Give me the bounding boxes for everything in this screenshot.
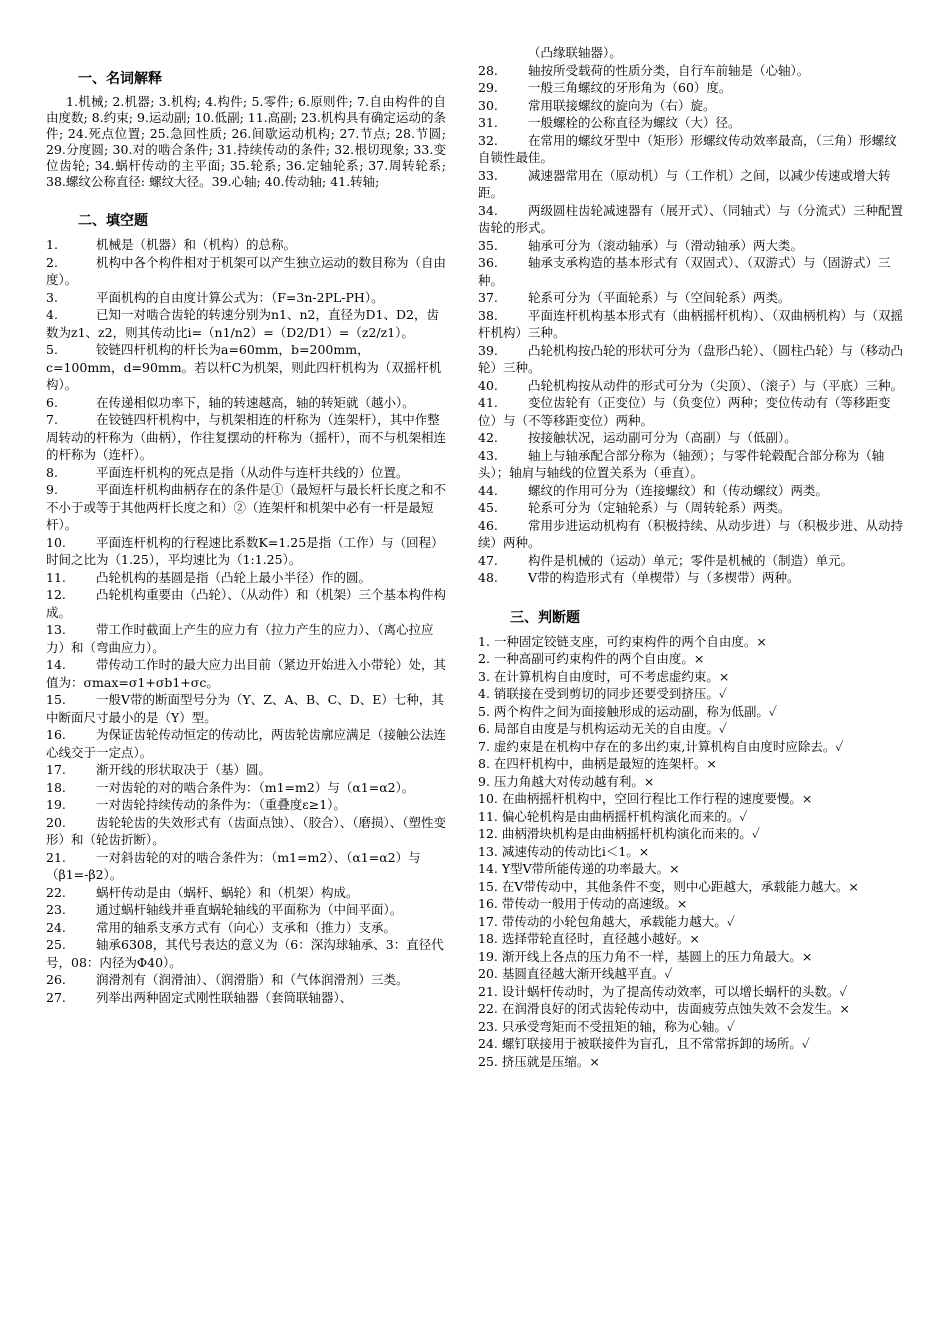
fill-item-text: 机构中各个构件相对于机架可以产生独立运动的数目称为（自由度）。 (46, 254, 447, 287)
judge-item: 11. 偏心轮机构是由曲柄摇杆机构演化而来的。✓ (478, 808, 748, 824)
fill-item-text: 平面连杆机构基本形式有（曲柄摇杆机构）、（双曲柄机构）与（双摇杆机构）三种。 (478, 307, 904, 340)
fill-item-text: 带传动工作时的最大应力出目前（紧边开始进入小带轮）处，其值为：σmax=σ1+σb1+σc。 (46, 657, 447, 690)
fill-item-text: 平面连杆机构的死点是指（从动件与连杆共线的）位置。 (96, 464, 409, 480)
right-column (478, 44, 908, 1070)
fill-item-text: 轮系可分为（定轴轮系）与（周转轮系）两类。 (528, 500, 791, 515)
fill-item-number: 30. (478, 97, 498, 113)
fill-item-text: 构件是机械的（运动）单元；零件是机械的（制造）单元。 (528, 552, 854, 568)
left-column (46, 62, 446, 1006)
fill-item (478, 394, 908, 429)
fill-item (46, 726, 446, 761)
fill-item-number: 12. (46, 587, 66, 602)
fill-item-number: 31. (478, 115, 498, 130)
judge-item: 13. 减速传动的传动比i＜1。× (478, 843, 650, 859)
fill-item-text: 螺纹的作用可分为（连接螺纹）和（传动螺纹）两类。 (528, 482, 829, 498)
fill-item (46, 919, 446, 937)
section-heading-fill: 二、填空题 (78, 213, 148, 229)
fill-item-number: 6. (46, 394, 58, 410)
fill-item-number: 2. (46, 254, 58, 270)
fill-item-number: 20. (46, 814, 66, 830)
fill-item-text: 铰链四杆机构的杆长为a=60mm，b=200mm，c=100mm，d=90mm。若以杆C为机架，则此四杆机构为（双摇杆机构）。 (46, 342, 442, 392)
fill-item-number: 27. (46, 989, 66, 1005)
fill-list-right (478, 44, 908, 587)
fill-item-number: 5. (46, 342, 58, 357)
fill-item-number: 45. (478, 500, 498, 515)
fill-item-text: 一般螺栓的公称直径为螺纹（大）径。 (528, 115, 741, 130)
fill-item-number: 42. (478, 430, 498, 445)
fill-item-number: 43. (478, 447, 498, 463)
fill-item-text: 轴按所受载荷的性质分类，自行车前轴是（心轴）。 (528, 62, 810, 78)
fill-item-text: 凸轮机构重要由（凸轮）、（从动件）和（机架）三个基本构件构成。 (46, 587, 447, 620)
fill-item (478, 569, 908, 587)
fill-item-text: 轮系可分为（平面轮系）与（空间轮系）两类。 (528, 290, 791, 305)
fill-item-number: 35. (478, 237, 498, 253)
fill-item (46, 814, 446, 849)
judge-item: 21. 设计蜗杆传动时，为了提高传动效率，可以增长蜗杆的头数。✓ (478, 983, 848, 999)
fill-item-text: 在常用的螺纹牙型中（矩形）形螺纹传动效率最高，（三角）形螺纹自锁性最佳。 (478, 132, 897, 165)
fill-item-number: 28. (478, 62, 498, 78)
fill-item-text: 两级圆柱齿轮减速器有（展开式）、（同轴式）与（分流式）三种配置齿轮的形式。 (478, 202, 904, 235)
fill-item-text: 齿轮轮齿的失效形式有（齿面点蚀）、（胶合）、（磨损）、（塑性变形）和（轮齿折断）。 (46, 814, 447, 847)
fill-item-number: 29. (478, 80, 498, 95)
fill-item (478, 482, 908, 500)
fill-item (478, 97, 908, 115)
fill-item-number: 8. (46, 464, 58, 480)
fill-item-text: 凸轮机构的基圆是指（凸轮上最小半径）作的圆。 (96, 569, 372, 585)
fill-item-number: 1. (46, 237, 58, 252)
fill-item-number: 3. (46, 289, 58, 305)
fill-item (46, 849, 446, 884)
fill-item-number: 18. (46, 779, 66, 795)
fill-item (46, 586, 446, 621)
fill-item-text: 轴上与轴承配合部分称为（轴颈）；与零件轮毂配合部分称为（轴头）；轴肩与轴线的位置关系为（垂直）。 (478, 447, 885, 480)
fill-item (46, 464, 446, 482)
fill-item-text: 列举出两种固定式刚性联轴器（套筒联轴器）、 (96, 989, 353, 1005)
fill-item (478, 79, 908, 97)
fill-item (46, 779, 446, 797)
fill-item (478, 132, 908, 167)
fill-item-text: 通过蜗杆轴线并垂直蜗轮轴线的平面称为（中间平面）。 (96, 902, 403, 917)
fill-item-number: 19. (46, 797, 66, 812)
fill-item-text: 已知一对啮合齿轮的转速分别为n1、n2，直径为D1、D2，齿数为z1、z2，则其传动比i=（n1/n2）=（D2/D1）=（z2/z1）。 (46, 307, 439, 340)
fill-item-number: 13. (46, 622, 66, 637)
fill-item-text: 一般V带的断面型号分为（Y、Z、A、B、C、D、E）七种，其中断面尺寸最小的是（Y）型。 (46, 692, 444, 725)
fill-item (46, 341, 446, 394)
fill-item (478, 377, 908, 395)
fill-item-text: 轴承可分为（滚动轴承）与（滑动轴承）两大类。 (528, 237, 804, 253)
fill-item-text: 一对齿轮的对的啮合条件为：（m1=m2）与（α1=α2）。 (96, 779, 415, 795)
fill-item-text: 常用的轴系支承方式有（向心）支承和（推力）支承。 (96, 919, 397, 935)
judge-item: 17. 带传动的小轮包角越大，承载能力越大。✓ (478, 913, 735, 929)
fill-item-number: 23. (46, 902, 66, 917)
fill-item-text: 一对斜齿轮的对的啮合条件为：（m1=m2）、（α1=α2）与（β1=-β2）。 (46, 849, 421, 882)
fill-item-number: 24. (46, 919, 66, 935)
fill-item (478, 499, 908, 517)
fill-item (478, 552, 908, 570)
fill-item-number: 44. (478, 482, 498, 498)
fill-item-text: V带的构造形式有（单楔带）与（多楔带）两种。 (528, 570, 800, 585)
judge-item: 7. 虚约束是在机构中存在的多出约束,计算机构自由度时应除去。✓ (478, 738, 844, 754)
fill-item-text: 润滑剂有（润滑油）、（润滑脂）和（气体润滑剂）三类。 (96, 972, 409, 987)
fill-item-text: 凸轮机构按凸轮的形状可分为（盘形凸轮）、（圆柱凸轮）与（移动凸轮）三种。 (478, 342, 904, 375)
judge-item: 20. 基圆直径越大渐开线越平直。✓ (478, 966, 673, 981)
fill-item (46, 411, 446, 464)
fill-item-text: 平面连杆机构的行程速比系数K=1.25是指（工作）与（回程）时间之比为（1.25），平均速比为（1:1.25）。 (46, 534, 444, 567)
fill-item (46, 884, 446, 902)
fill-item-number: 37. (478, 290, 498, 305)
fill-item-text: 一对齿轮持续传动的条件为：（重叠度ε≥1）。 (96, 797, 346, 812)
fill-item-number: 17. (46, 762, 66, 777)
judge-item: 22. 在润滑良好的闭式齿轮传动中，齿面疲劳点蚀失效不会发生。× (478, 1001, 850, 1016)
fill-item-text: 在铰链四杆机构中，与机架相连的杆称为（连架杆），其中作整周转动的杆称为（曲柄），作往复摆动的杆称为（摇杆），而不与机架相连的杆称为（连杆）。 (46, 412, 447, 462)
fill-item-number: 4. (46, 307, 58, 322)
judge-item: 10. 在曲柄摇杆机构中，空回行程比工作行程的速度要慢。× (478, 791, 813, 806)
fill-item-text: 轴承支承构造的基本形式有（双固式）、（双游式）与（固游式）三种。 (478, 255, 891, 288)
fill-item (478, 254, 908, 289)
fill-item-number: 39. (478, 342, 498, 358)
fill-item (46, 901, 446, 919)
fill-item (46, 761, 446, 779)
terms-paragraph: 1.机械; 2.机器; 3.机构; 4.构件; 5.零件; 6.原则件; 7.自由构件的自由度数; 8.约束; 9.运动副; 10.低副; 11.高副; 23.机构具有确定运动的条件; 24.死点位置; 25.急回性质; 26.间歇运动机构; 27.节点; 28.节圆; 29.分度圆; 30.对的啮合条件; 31.持续传动的条件; 32.根切现象; 33.变位齿轮; 34.蜗杆传动的主平面; 35.轮系; 36.定轴轮系; 37.周转轮系; 38.螺纹公称直径: 螺纹大径。39.心轴; 40.传动轴; 41.转轴; (46, 94, 446, 189)
section-heading-terms: 一、名词解释 (78, 71, 162, 87)
judge-item: 15. 在V带传动中，其他条件不变，则中心距越大，承载能力越大。× (478, 878, 859, 894)
fill-item (478, 289, 908, 307)
fill-item (478, 44, 908, 62)
fill-item (478, 447, 908, 482)
judge-item: 6. 局部自由度是与机构运动无关的自由度。✓ (478, 721, 727, 736)
fill-item-number: 25. (46, 937, 66, 952)
fill-item (478, 114, 908, 132)
fill-item-text: 带工作时截面上产生的应力有（拉力产生的应力）、（离心拉应力）和（弯曲应力）。 (46, 622, 434, 655)
fill-item-number: 46. (478, 517, 498, 533)
fill-item (46, 569, 446, 587)
fill-item (478, 237, 908, 255)
fill-item-number: 11. (46, 569, 66, 585)
fill-item-number: 26. (46, 972, 66, 987)
fill-item (46, 254, 446, 289)
fill-item (46, 306, 446, 341)
fill-item (46, 481, 446, 534)
fill-item-number: 40. (478, 377, 498, 393)
judge-item: 23. 只承受弯矩而不受扭矩的轴，称为心轴。✓ (478, 1018, 735, 1034)
fill-item (46, 796, 446, 814)
fill-item-text: 机械是（机器）和（机构）的总称。 (96, 237, 297, 252)
fill-item (46, 289, 446, 307)
fill-item-number: 16. (46, 727, 66, 742)
judge-item: 25. 挤压就是压缩。× (478, 1053, 600, 1069)
fill-item-text: 常用联接螺纹的旋向为（右）旋。 (528, 97, 716, 113)
fill-item (46, 691, 446, 726)
fill-item-number: 33. (478, 167, 498, 183)
fill-item-text: 变位齿轮有（正变位）与（负变位）两种；变位传动有（等移距变位）与（不等移距变位）两种。 (478, 395, 891, 428)
judge-item: 19. 渐开线上各点的压力角不一样，基圆上的压力角最大。× (478, 948, 813, 964)
fill-item-text: 平面连杆机构曲柄存在的条件是①（最短杆与最长杆长度之和不不小于或等于其他两杆长度之和）②（连架杆和机架中必有一杆是最短杆）。 (46, 482, 447, 532)
fill-item (478, 517, 908, 552)
fill-item (46, 971, 446, 989)
judge-item: 2. 一种高副可约束构件的两个自由度。× (478, 651, 705, 666)
fill-item-text: 常用步进运动机构有（积极持续、从动步进）与（积极步进、从动持续）两种。 (478, 517, 904, 550)
fill-item-number: 47. (478, 552, 498, 568)
fill-item-text: 一般三角螺纹的牙形角为（60）度。 (528, 80, 732, 95)
fill-item (478, 167, 908, 202)
judge-item: 8. 在四杆机构中，曲柄是最短的连架杆。× (478, 756, 717, 771)
fill-item-text: 蜗杆传动是由（蜗杆、蜗轮）和（机架）构成。 (96, 884, 359, 900)
fill-item-text: 凸轮机构按从动件的形式可分为（尖顶）、（滚子）与（平底）三种。 (528, 377, 904, 393)
fill-item-number: 21. (46, 849, 66, 865)
fill-item-number: 48. (478, 570, 498, 585)
fill-item-number: 9. (46, 482, 58, 497)
fill-item-text: 轴承6308，其代号表达的意义为（6：深沟球轴承、3：直径代号，08：内径为Φ40）。 (46, 937, 444, 970)
fill-item-text: 减速器常用在（原动机）与（工作机）之间，以减少传速或增大转距。 (478, 167, 891, 200)
fill-item-number: 10. (46, 534, 66, 550)
fill-item (478, 342, 908, 377)
fill-item (46, 656, 446, 691)
fill-item (478, 202, 908, 237)
fill-item-text: 按接触状况，运动副可分为（高副）与（低副）。 (528, 430, 797, 445)
fill-item (478, 62, 908, 80)
fill-item (46, 621, 446, 656)
judge-item: 16. 带传动一般用于传动的高速级。× (478, 896, 688, 911)
fill-item-text: （凸缘联轴器）。 (528, 45, 622, 60)
fill-item-number: 32. (478, 132, 498, 148)
fill-item-number: 34. (478, 202, 498, 218)
judge-item: 24. 螺钉联接用于被联接件为盲孔，且不常常拆卸的场所。✓ (478, 1036, 810, 1051)
fill-item-number: 15. (46, 692, 66, 707)
judge-item: 5. 两个构件之间为面接触形成的运动副，称为低副。✓ (478, 703, 777, 719)
fill-item-text: 平面机构的自由度计算公式为：（F=3n-2PL-PH）。 (96, 289, 384, 305)
fill-item-number: 38. (478, 307, 498, 323)
judge-item: 14. Y型V带所能传递的功率最大。× (478, 861, 680, 876)
judge-item: 4. 销联接在受到剪切的同步还要受到挤压。✓ (478, 686, 727, 701)
fill-item-text: 为保证齿轮传动恒定的传动比，两齿轮齿廓应满足（接触公法连心线交于一定点）。 (46, 727, 447, 760)
judge-item: 18. 选择带轮直径时，直径越小越好。× (478, 931, 700, 946)
judge-item: 1. 一种固定铰链支座，可约束构件的两个自由度。× (478, 633, 767, 649)
fill-item-number: 36. (478, 255, 498, 270)
judge-item: 9. 压力角越大对传动越有利。× (478, 773, 655, 789)
fill-item-number: 14. (46, 657, 66, 672)
judge-list (478, 633, 908, 1071)
fill-item (46, 236, 446, 254)
fill-item-number: 22. (46, 884, 66, 900)
fill-item (478, 429, 908, 447)
fill-item (478, 307, 908, 342)
fill-item (46, 394, 446, 412)
section-heading-judge: 三、判断题 (510, 609, 580, 626)
fill-item-text: 渐开线的形状取决于（基）圆。 (96, 762, 272, 777)
fill-item (46, 989, 446, 1007)
fill-item-number: 7. (46, 412, 58, 427)
judge-item: 3. 在计算机构自由度时，可不考虑虚约束。× (478, 668, 730, 684)
fill-list-left (46, 236, 446, 1006)
fill-item (46, 936, 446, 971)
fill-item-text: 在传递相似功率下，轴的转速越高，轴的转矩就（越小）。 (96, 394, 415, 410)
fill-item (46, 534, 446, 569)
fill-item-number: 41. (478, 395, 498, 410)
judge-item: 12. 曲柄滑块机构是由曲柄摇杆机构演化而来的。✓ (478, 826, 760, 841)
